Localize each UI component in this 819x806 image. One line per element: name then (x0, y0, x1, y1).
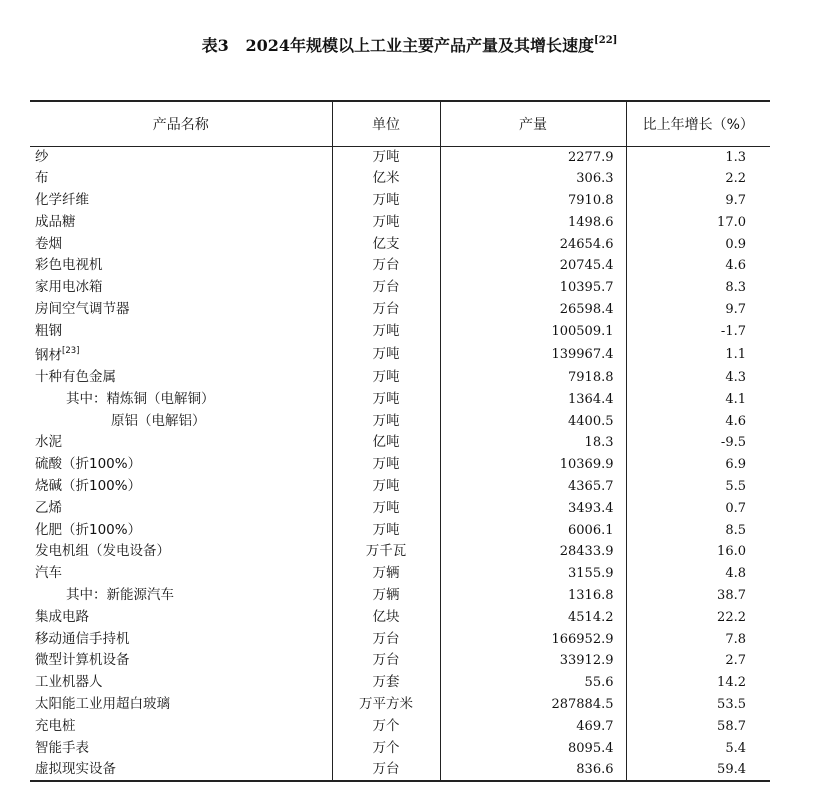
table-row (30, 367, 770, 389)
output-cell: 20745.4 (440, 255, 626, 277)
table-row (30, 320, 770, 342)
table-row (30, 388, 770, 410)
product-name-cell (30, 388, 332, 410)
output-cell: 18.3 (440, 432, 626, 454)
product-name: 工业机器人 (35, 674, 103, 691)
growth-cell: 7.8 (626, 628, 770, 650)
table-row (30, 694, 770, 716)
product-name-cell (30, 367, 332, 389)
product-name: 十种有色金属 (35, 369, 116, 386)
output-cell: 100509.1 (440, 320, 626, 342)
product-name: 卷烟 (35, 235, 62, 252)
product-name-cell (30, 146, 332, 168)
table-row (30, 759, 770, 781)
header-product-name: 产品名称 (30, 101, 332, 146)
output-cell: 287884.5 (440, 694, 626, 716)
table-row (30, 255, 770, 277)
output-cell: 26598.4 (440, 299, 626, 321)
product-name-cell (30, 410, 332, 432)
unit-cell: 亿支 (332, 233, 440, 255)
table-row (30, 650, 770, 672)
product-name: 布 (35, 170, 49, 187)
product-name: 微型计算机设备 (35, 652, 130, 669)
growth-cell: 17.0 (626, 211, 770, 233)
header-unit: 单位 (332, 101, 440, 146)
unit-cell: 万个 (332, 737, 440, 759)
unit-cell: 万台 (332, 277, 440, 299)
growth-cell: 9.7 (626, 299, 770, 321)
unit-cell: 万吨 (332, 388, 440, 410)
product-name-cell (30, 519, 332, 541)
output-cell: 3155.9 (440, 563, 626, 585)
output-cell: 7918.8 (440, 367, 626, 389)
unit-cell: 亿块 (332, 606, 440, 628)
unit-cell: 万吨 (332, 454, 440, 476)
growth-cell: 8.5 (626, 519, 770, 541)
product-name-cell (30, 585, 332, 607)
unit-cell: 万吨 (332, 476, 440, 498)
table-row (30, 606, 770, 628)
unit-cell: 万吨 (332, 497, 440, 519)
output-cell: 139967.4 (440, 342, 626, 367)
growth-cell: 6.9 (626, 454, 770, 476)
table-row (30, 737, 770, 759)
product-name: 智能手表 (35, 739, 89, 756)
product-name: 其中：精炼铜（电解铜） (66, 390, 215, 407)
output-cell: 3493.4 (440, 497, 626, 519)
product-name: 硫酸（折100%） (35, 456, 142, 473)
table-row (30, 211, 770, 233)
output-cell: 7910.8 (440, 190, 626, 212)
product-name: 虚拟现实设备 (35, 761, 116, 778)
growth-cell: 5.4 (626, 737, 770, 759)
product-name: 充电桩 (35, 717, 76, 734)
table-row (30, 585, 770, 607)
growth-cell: 1.3 (626, 146, 770, 168)
product-name-cell (30, 497, 332, 519)
unit-cell: 万千瓦 (332, 541, 440, 563)
growth-cell: 59.4 (626, 759, 770, 781)
output-cell: 166952.9 (440, 628, 626, 650)
unit-cell: 万个 (332, 715, 440, 737)
output-cell: 10395.7 (440, 277, 626, 299)
growth-cell: 4.6 (626, 255, 770, 277)
product-name-cell (30, 277, 332, 299)
output-cell: 8095.4 (440, 737, 626, 759)
product-name: 原铝（电解铝） (111, 412, 206, 429)
product-name-cell (30, 432, 332, 454)
unit-cell: 万台 (332, 628, 440, 650)
unit-cell: 万吨 (332, 342, 440, 367)
table-body (30, 146, 770, 781)
title-footnote-ref: [22] (594, 34, 618, 46)
table-row (30, 628, 770, 650)
table-row (30, 563, 770, 585)
product-name-cell (30, 211, 332, 233)
product-name-cell (30, 650, 332, 672)
unit-cell: 万吨 (332, 367, 440, 389)
growth-cell: 4.6 (626, 410, 770, 432)
product-name-cell (30, 541, 332, 563)
output-cell: 1498.6 (440, 211, 626, 233)
output-cell: 4400.5 (440, 410, 626, 432)
growth-cell: 38.7 (626, 585, 770, 607)
product-name-cell (30, 190, 332, 212)
growth-cell: 53.5 (626, 694, 770, 716)
output-cell: 55.6 (440, 672, 626, 694)
table-row (30, 277, 770, 299)
product-name-cell (30, 320, 332, 342)
table-title (0, 33, 819, 56)
header-output: 产量 (440, 101, 626, 146)
unit-cell: 万吨 (332, 211, 440, 233)
product-name: 化学纤维 (35, 191, 89, 208)
output-cell: 24654.6 (440, 233, 626, 255)
product-name-cell (30, 476, 332, 498)
table-row (30, 432, 770, 454)
product-name: 太阳能工业用超白玻璃 (35, 696, 170, 713)
output-cell: 6006.1 (440, 519, 626, 541)
unit-cell: 万辆 (332, 585, 440, 607)
table-row (30, 454, 770, 476)
product-name: 集成电路 (35, 608, 89, 625)
product-name-cell (30, 672, 332, 694)
table-row (30, 672, 770, 694)
growth-cell: 4.3 (626, 367, 770, 389)
output-cell: 28433.9 (440, 541, 626, 563)
product-name-cell (30, 628, 332, 650)
product-name-cell (30, 168, 332, 190)
product-name-cell (30, 737, 332, 759)
growth-cell: 0.9 (626, 233, 770, 255)
product-name: 汽车 (35, 565, 62, 582)
footnote-ref: [23] (62, 346, 80, 357)
unit-cell: 万吨 (332, 146, 440, 168)
growth-cell: 0.7 (626, 497, 770, 519)
product-name-cell (30, 715, 332, 737)
unit-cell: 万吨 (332, 519, 440, 541)
product-name-cell (30, 759, 332, 781)
growth-cell: 4.1 (626, 388, 770, 410)
table-row (30, 342, 770, 367)
output-cell: 1316.8 (440, 585, 626, 607)
product-name: 家用电冰箱 (35, 279, 103, 296)
product-name-cell (30, 233, 332, 255)
growth-cell: 22.2 (626, 606, 770, 628)
growth-cell: 14.2 (626, 672, 770, 694)
product-name: 水泥 (35, 434, 62, 451)
product-name: 成品糖 (35, 213, 76, 230)
unit-cell: 亿米 (332, 168, 440, 190)
output-cell: 2277.9 (440, 146, 626, 168)
product-name: 烧碱（折100%） (35, 478, 142, 495)
unit-cell: 万吨 (332, 410, 440, 432)
unit-cell: 万吨 (332, 190, 440, 212)
output-cell: 4365.7 (440, 476, 626, 498)
product-name: 粗钢 (35, 322, 62, 339)
unit-cell: 万台 (332, 255, 440, 277)
output-cell: 4514.2 (440, 606, 626, 628)
unit-cell: 万吨 (332, 320, 440, 342)
table-row (30, 715, 770, 737)
growth-cell: 9.7 (626, 190, 770, 212)
output-cell: 469.7 (440, 715, 626, 737)
product-name: 房间空气调节器 (35, 300, 130, 317)
product-name-cell (30, 299, 332, 321)
unit-cell: 万台 (332, 759, 440, 781)
header-growth: 比上年增长（%） (626, 101, 770, 146)
table-row (30, 410, 770, 432)
output-cell: 10369.9 (440, 454, 626, 476)
unit-cell: 万平方米 (332, 694, 440, 716)
output-table (30, 100, 770, 782)
growth-cell: -9.5 (626, 432, 770, 454)
table-row (30, 541, 770, 563)
growth-cell: 16.0 (626, 541, 770, 563)
table-row (30, 476, 770, 498)
product-name: 发电机组（发电设备） (35, 543, 170, 560)
table-number: 表3 (201, 36, 229, 55)
unit-cell: 亿吨 (332, 432, 440, 454)
product-name-cell (30, 563, 332, 585)
product-name: 移动通信手持机 (35, 630, 130, 647)
product-name: 纱 (35, 148, 49, 165)
growth-cell: 5.5 (626, 476, 770, 498)
growth-cell: 4.8 (626, 563, 770, 585)
product-name-cell (30, 606, 332, 628)
product-name-cell (30, 255, 332, 277)
table-row (30, 233, 770, 255)
growth-cell: 8.3 (626, 277, 770, 299)
output-cell: 1364.4 (440, 388, 626, 410)
table-row (30, 168, 770, 190)
product-name-cell (30, 454, 332, 476)
unit-cell: 万台 (332, 299, 440, 321)
table-title-text: 2024年规模以上工业主要产品产量及其增长速度 (245, 36, 594, 55)
growth-cell: 2.7 (626, 650, 770, 672)
table-row (30, 519, 770, 541)
growth-cell: 1.1 (626, 342, 770, 367)
table-header-row (30, 101, 770, 146)
product-name-cell (30, 342, 332, 367)
product-name: 化肥（折100%） (35, 521, 142, 538)
unit-cell: 万套 (332, 672, 440, 694)
product-name: 其中：新能源汽车 (66, 587, 174, 604)
product-name-cell (30, 694, 332, 716)
product-name: 钢材 (35, 347, 62, 364)
output-cell: 306.3 (440, 168, 626, 190)
table-row (30, 146, 770, 168)
table-row (30, 299, 770, 321)
growth-cell: 2.2 (626, 168, 770, 190)
output-cell: 33912.9 (440, 650, 626, 672)
unit-cell: 万辆 (332, 563, 440, 585)
unit-cell: 万台 (332, 650, 440, 672)
product-name: 乙烯 (35, 499, 62, 516)
output-cell: 836.6 (440, 759, 626, 781)
growth-cell: 58.7 (626, 715, 770, 737)
table-row (30, 497, 770, 519)
table-row (30, 190, 770, 212)
growth-cell: -1.7 (626, 320, 770, 342)
product-name: 彩色电视机 (35, 257, 103, 274)
